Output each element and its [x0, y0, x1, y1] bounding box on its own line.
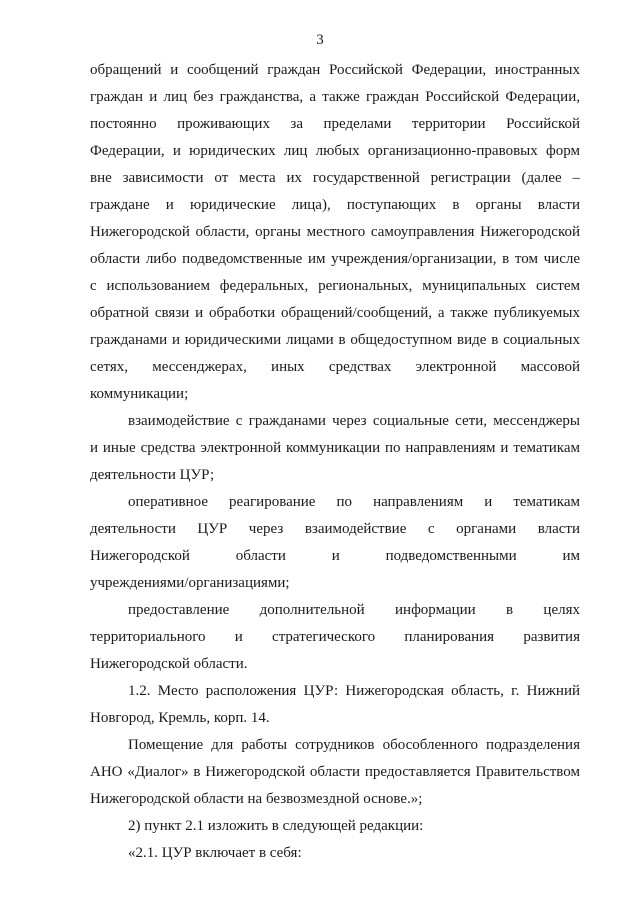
text-line: сетях, мессенджерах, иных средствах электронной массовой	[90, 359, 580, 375]
text-line: предоставление дополнительной информации в целях	[128, 602, 580, 618]
text-line: АНО «Диалог» в Нижегородской области предоставляется Правительством	[90, 764, 580, 780]
paragraph	[90, 813, 580, 840]
text-line: 2) пункт 2.1 изложить в следующей редакции:	[128, 818, 424, 834]
document-body	[90, 57, 580, 867]
text-line: обратной связи и обработки обращений/сообщений, а также публикуемых	[90, 305, 580, 321]
text-line: Нижегородской области.	[90, 656, 248, 672]
text-line: оперативное реагирование по направлениям и тематикам	[128, 494, 580, 510]
text-line: обращений и сообщений граждан Российской Федерации, иностранных	[90, 62, 580, 78]
paragraph	[90, 489, 580, 597]
text-line: и иные средства электронной коммуникации по направлениям и тематикам	[90, 440, 580, 456]
text-line: Нижегородской области на безвозмездной основе.»;	[90, 791, 423, 807]
text-line: граждан и лиц без гражданства, а также граждан Российской Федерации,	[90, 89, 580, 105]
text-line: гражданами и юридическими лицами в общедоступном виде в социальных	[90, 332, 580, 348]
text-line: деятельности ЦУР через взаимодействие с органами власти	[90, 521, 580, 537]
text-line: с использованием федеральных, региональных, муниципальных систем	[90, 278, 580, 294]
text-line: коммуникации;	[90, 386, 189, 402]
text-line: 1.2. Место расположения ЦУР: Нижегородская область, г. Нижний	[128, 683, 580, 699]
text-line: Новгород, Кремль, корп. 14.	[90, 710, 270, 726]
paragraph	[90, 57, 580, 408]
text-line: Нижегородской области и подведомственными им	[90, 548, 580, 564]
text-line: постоянно проживающих за пределами территории Российской	[90, 116, 580, 132]
text-line: Помещение для работы сотрудников обособленного подразделения	[128, 737, 580, 753]
paragraph	[90, 678, 580, 732]
text-line: «2.1. ЦУР включает в себя:	[128, 845, 302, 861]
page-number: 3	[316, 32, 324, 48]
paragraph	[90, 408, 580, 489]
text-line: Федерации, и юридических лиц любых организационно-правовых форм	[90, 143, 580, 159]
text-line: граждане и юридические лица), поступающих в органы власти	[90, 197, 580, 213]
paragraph	[90, 732, 580, 813]
text-line: взаимодействие с гражданами через социальные сети, мессенджеры	[128, 413, 580, 429]
text-line: территориального и стратегического планирования развития	[90, 629, 580, 645]
paragraph	[90, 597, 580, 678]
text-line: области либо подведомственные им учреждения/организации, в том числе	[90, 251, 580, 267]
text-line: деятельности ЦУР;	[90, 467, 215, 483]
text-line: учреждениями/организациями;	[90, 575, 290, 591]
text-line: вне зависимости от места их государственной регистрации (далее –	[90, 170, 580, 186]
text-line: Нижегородской области, органы местного самоуправления Нижегородской	[90, 224, 580, 240]
paragraph	[90, 840, 580, 867]
